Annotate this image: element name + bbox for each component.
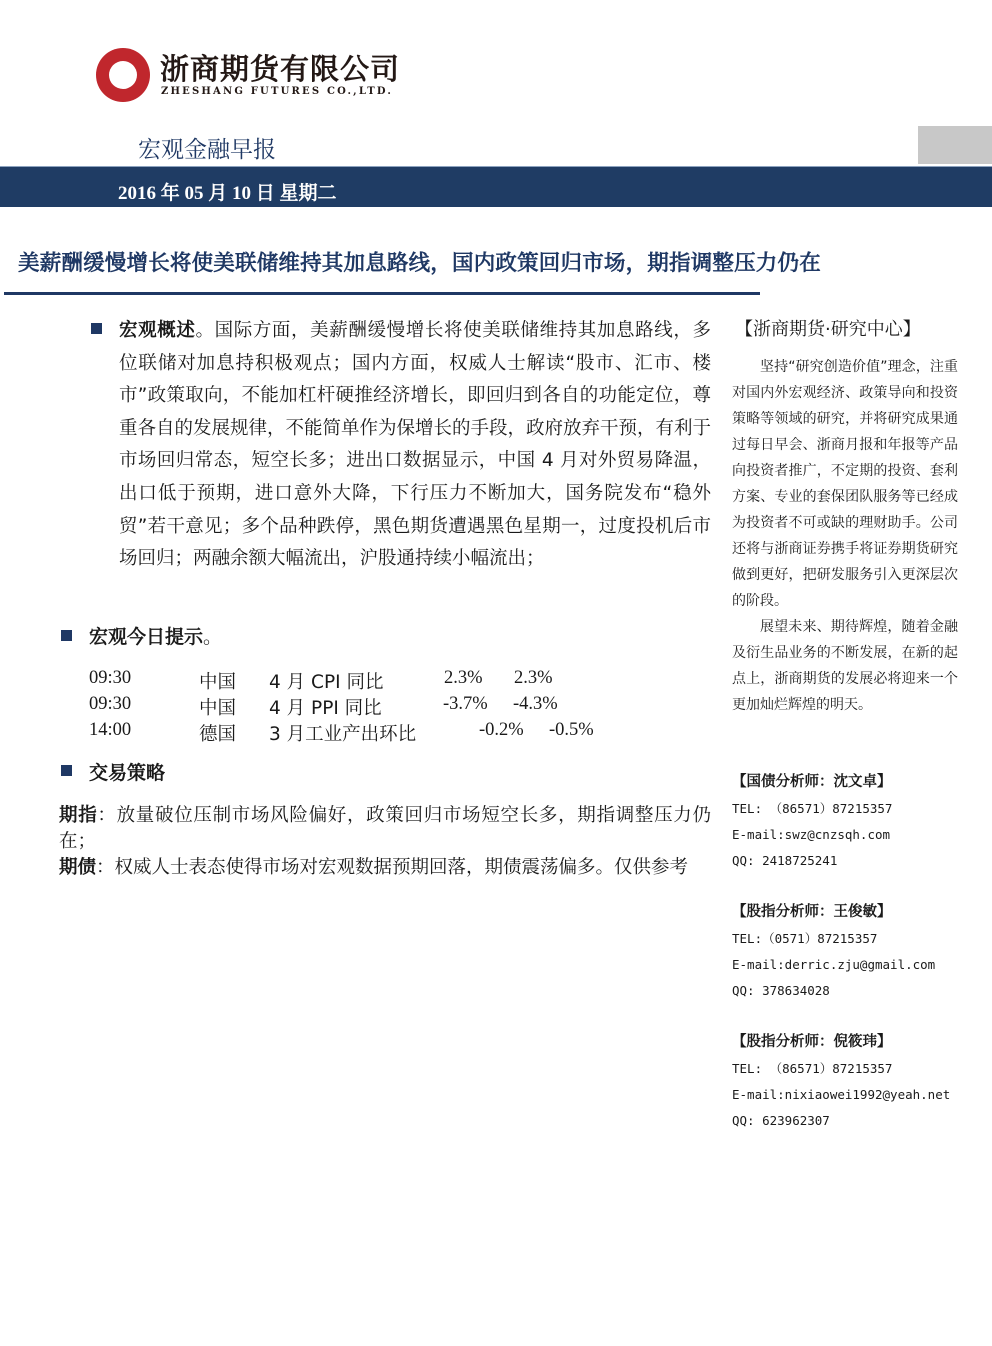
headline: 美薪酬缓慢增长将使美联储维持其加息路线，国内政策回归市场，期指调整压力仍在 [18,251,821,276]
analyst-name: 【股指分析师：倪筱玮】 [732,1034,892,1050]
report-name: 宏观金融早报 [138,137,276,163]
today-tips-suffix: 。 [203,626,223,648]
company-logo-icon [96,48,150,102]
strategy-label: 期指 [59,805,98,826]
bullet-square-icon [61,630,72,641]
schedule-prev: 2.3% [444,668,483,688]
bullet-square-icon [91,323,102,334]
schedule-item: 4 月 PPI 同比 [269,698,382,719]
strategy-item [59,803,711,855]
strategy-item [59,855,711,881]
schedule-time: 09:30 [89,668,132,688]
analyst-card [732,770,972,874]
analyst-email: E-mail:nixiaowei1992@yeah.net [732,1087,951,1102]
schedule-row [89,720,649,746]
sidebar-intro-paragraph: 展望未来、期待辉煌，随着金融及衍生品业务的不断发展，在新的起点上，浙商期货的发展必将迎来一个更加灿烂辉煌的明天。 [732,619,958,713]
sidebar-intro [732,354,958,718]
analyst-card [732,900,972,1004]
schedule-forecast: -4.3% [513,694,558,714]
schedule-prev: -0.2% [479,720,524,740]
analyst-name: 【股指分析师：王俊敏】 [732,904,892,920]
schedule-country: 中国 [199,672,237,693]
header-gray-block [918,126,992,164]
overview-paragraph [119,315,711,576]
headline-rule [4,292,760,295]
company-name-cn: 浙商期货有限公司 [160,52,401,86]
strategy-text: ：放量破位压制市场风险偏好，政策回归市场短空长多，期指调整压力仍在； [59,805,711,852]
analyst-tel: TEL: （86571）87215357 [732,1061,893,1076]
sidebar-intro-paragraph: 坚持“研究创造价值”理念，注重对国内外宏观经济、政策导向和投资策略等领域的研究，并将研究成果通过每日早会、浙商月报和年报等产品向投资者推广，不定期的投资、套利方案、专业的套保团队服务等已经成为投资者不可或缺的理财助手。公司还将与浙商证券携手将证券期货研究做到更好，把研发服务引入更深层次的阶段。 [732,359,958,609]
schedule-prev: -3.7% [443,694,488,714]
schedule-row [89,694,649,720]
overview-text: 。国际方面，美薪酬缓慢增长将使美联储维持其加息路线，多位联储对加息持积极观点；国内方面，权威人士解读“股市、汇市、楼市”政策取向，不能加杠杆硬推经济增长，即回归到各自的功能定位，尊重各自的发展规律，不能简单作为保增长的手段，政府放弃干预，有利于市场回归常态，短空长多；进出口数据显示，中国 4 月对外贸易降温，出口低于预期，进口意外大降，下行压力不断加大，国务院发布“稳外贸”若干意见；多个品种跌停，黑色期货遭遇黑色星期一，过度投机后市场回归；两融余额大幅流出，沪股通持续小幅流出； [119,320,712,570]
report-date: 2016 年 05 月 10 日 星期二 [118,183,337,204]
company-name-en: ZHESHANG FUTURES CO.,LTD. [161,86,394,97]
analyst-email: E-mail:swz@cnzsqh.com [732,827,891,842]
analyst-name: 【国债分析师：沈文卓】 [732,774,892,790]
schedule-forecast: 2.3% [514,668,553,688]
analyst-email: E-mail:derric.zju@gmail.com [732,957,936,972]
analyst-qq: QQ: 623962307 [732,1113,830,1128]
sidebar-title: 【浙商期货·研究中心】 [735,319,921,340]
overview-title: 宏观概述 [119,320,196,341]
analyst-qq: QQ: 378634028 [732,983,830,998]
analyst-card [732,1030,972,1134]
analyst-tel: TEL: （86571）87215357 [732,801,893,816]
bullet-square-icon [61,765,72,776]
schedule-time: 14:00 [89,720,132,740]
schedule-forecast: -0.5% [549,720,594,740]
analyst-tel: TEL:（0571）87215357 [732,931,878,946]
schedule-row [89,668,649,694]
strategy-title: 交易策略 [89,762,166,784]
schedule-time: 09:30 [89,694,132,714]
schedule-item: 3 月工业产出环比 [269,724,417,745]
today-tips-title: 宏观今日提示 [89,626,204,648]
schedule-country: 德国 [199,724,237,745]
strategy-text: ：权威人士表态使得市场对宏观数据预期回落，期债震荡偏多。仅供参考 [96,857,689,878]
schedule-item: 4 月 CPI 同比 [269,672,384,693]
schedule-country: 中国 [199,698,237,719]
strategy-label: 期债 [59,857,97,878]
today-tips-heading [89,622,222,649]
analyst-qq: QQ: 2418725241 [732,853,838,868]
